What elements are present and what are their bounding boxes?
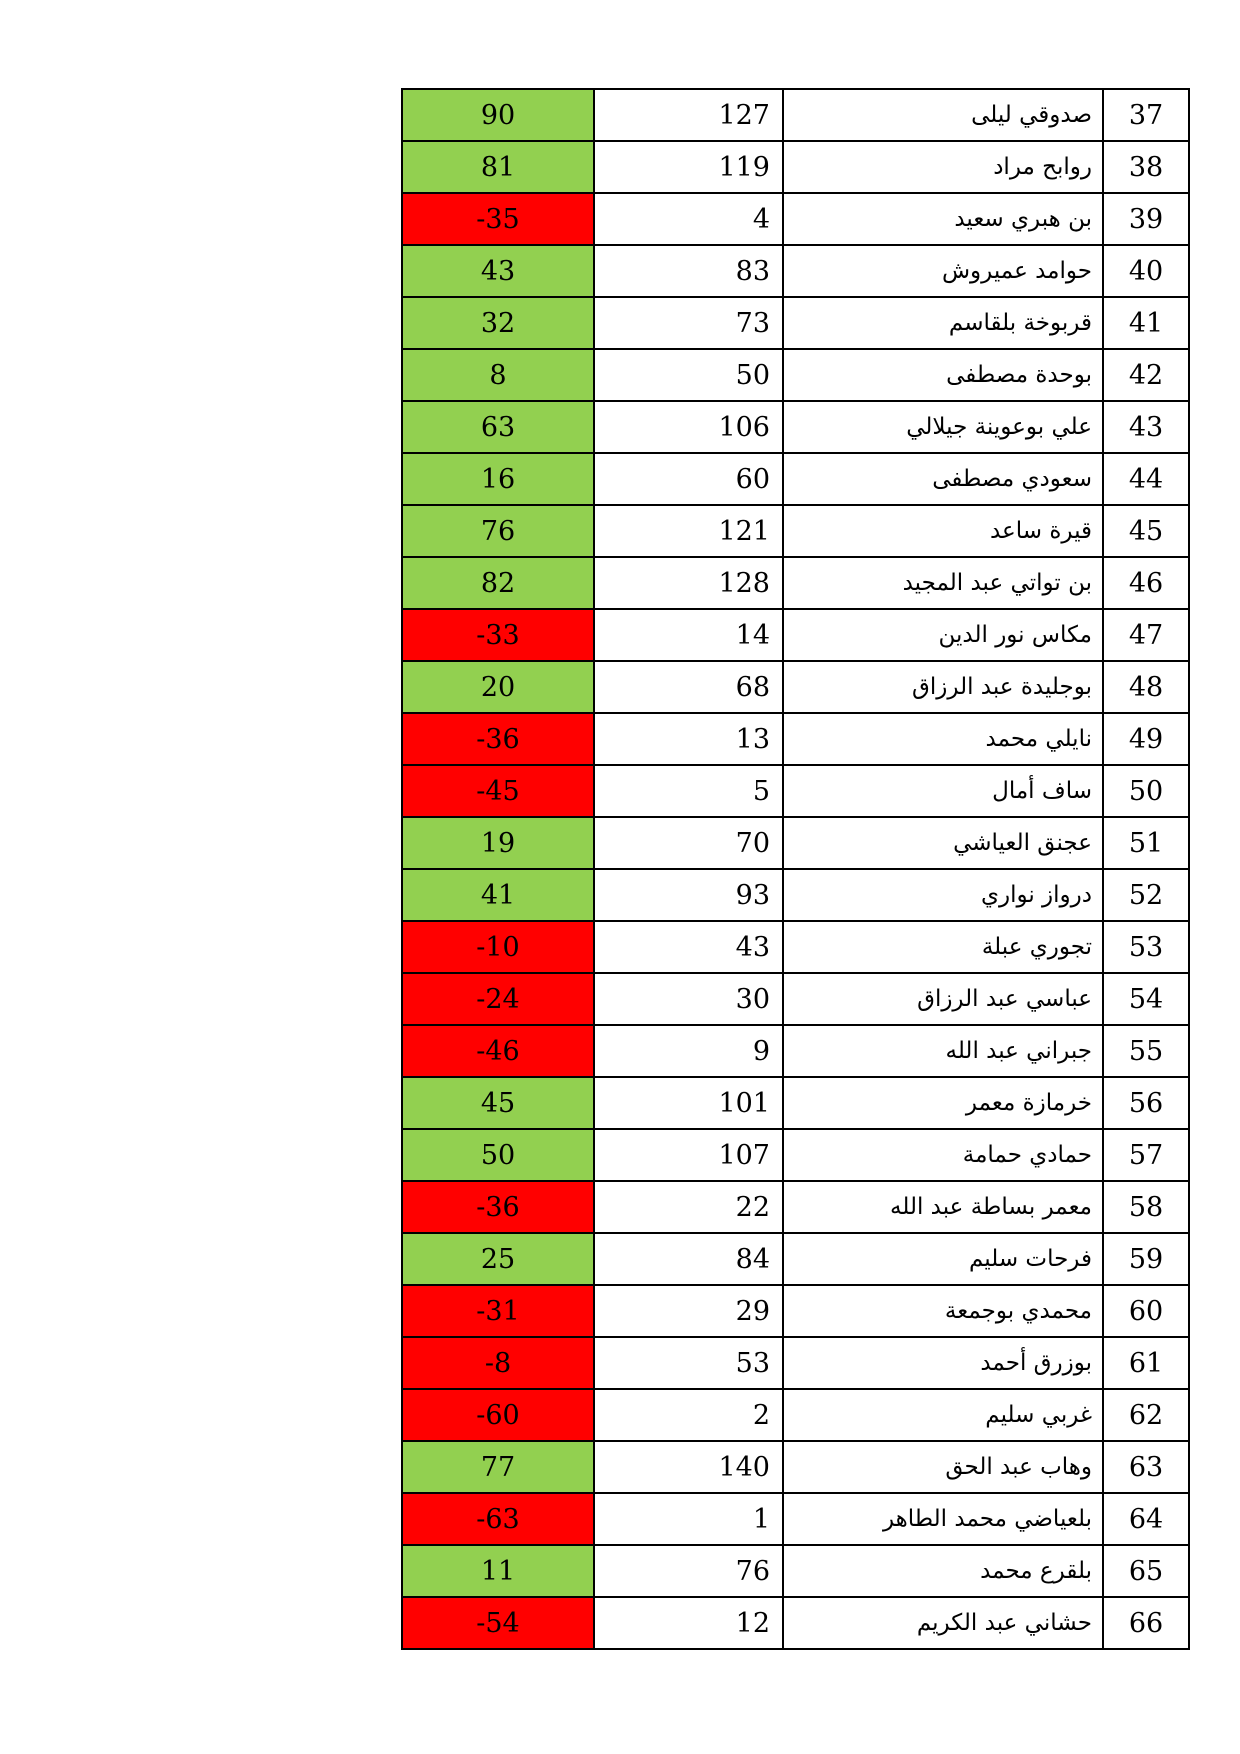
row-number-cell: 65 — [1103, 1545, 1189, 1597]
table-row — [402, 1129, 1189, 1181]
difference-cell: -60 — [402, 1389, 594, 1441]
score-cell: 4 — [594, 193, 783, 245]
name-cell: قيرة ساعد — [783, 505, 1103, 557]
name-cell: وهاب عبد الحق — [783, 1441, 1103, 1493]
score-cell: 101 — [594, 1077, 783, 1129]
difference-cell: 43 — [402, 245, 594, 297]
score-cell: 76 — [594, 1545, 783, 1597]
table-row — [402, 1441, 1189, 1493]
score-cell: 121 — [594, 505, 783, 557]
name-cell: عجنق العياشي — [783, 817, 1103, 869]
name-cell: حوامد عميروش — [783, 245, 1103, 297]
difference-cell: 11 — [402, 1545, 594, 1597]
score-cell: 50 — [594, 349, 783, 401]
name-cell: روابح مراد — [783, 141, 1103, 193]
table-row — [402, 1077, 1189, 1129]
row-number-cell: 54 — [1103, 973, 1189, 1025]
table-row — [402, 713, 1189, 765]
ranking-table — [401, 88, 1190, 1650]
difference-cell: 77 — [402, 1441, 594, 1493]
table-row — [402, 297, 1189, 349]
row-number-cell: 60 — [1103, 1285, 1189, 1337]
score-cell: 1 — [594, 1493, 783, 1545]
name-cell: خرمازة معمر — [783, 1077, 1103, 1129]
difference-cell: 76 — [402, 505, 594, 557]
row-number-cell: 61 — [1103, 1337, 1189, 1389]
name-cell: جبراني عبد الله — [783, 1025, 1103, 1077]
table-row — [402, 1493, 1189, 1545]
table-row — [402, 505, 1189, 557]
row-number-cell: 55 — [1103, 1025, 1189, 1077]
score-cell: 140 — [594, 1441, 783, 1493]
score-cell: 5 — [594, 765, 783, 817]
table-row — [402, 193, 1189, 245]
name-cell: فرحات سليم — [783, 1233, 1103, 1285]
difference-cell: 81 — [402, 141, 594, 193]
table-row — [402, 765, 1189, 817]
table-row — [402, 1545, 1189, 1597]
name-cell: عباسي عبد الرزاق — [783, 973, 1103, 1025]
difference-cell: 41 — [402, 869, 594, 921]
table-row — [402, 1233, 1189, 1285]
score-cell: 70 — [594, 817, 783, 869]
difference-cell: -36 — [402, 713, 594, 765]
score-cell: 22 — [594, 1181, 783, 1233]
score-cell: 107 — [594, 1129, 783, 1181]
table-row — [402, 349, 1189, 401]
score-cell: 93 — [594, 869, 783, 921]
table-row — [402, 453, 1189, 505]
difference-cell: -46 — [402, 1025, 594, 1077]
name-cell: بوحدة مصطفى — [783, 349, 1103, 401]
score-cell: 53 — [594, 1337, 783, 1389]
score-cell: 30 — [594, 973, 783, 1025]
name-cell: غربي سليم — [783, 1389, 1103, 1441]
table-row — [402, 1337, 1189, 1389]
difference-cell: 8 — [402, 349, 594, 401]
row-number-cell: 38 — [1103, 141, 1189, 193]
name-cell: مكاس نور الدين — [783, 609, 1103, 661]
row-number-cell: 46 — [1103, 557, 1189, 609]
table-row — [402, 557, 1189, 609]
name-cell: بن تواتي عبد المجيد — [783, 557, 1103, 609]
score-cell: 12 — [594, 1597, 783, 1649]
row-number-cell: 37 — [1103, 89, 1189, 141]
row-number-cell: 52 — [1103, 869, 1189, 921]
row-number-cell: 56 — [1103, 1077, 1189, 1129]
table-row — [402, 245, 1189, 297]
name-cell: بلعياضي محمد الطاهر — [783, 1493, 1103, 1545]
row-number-cell: 50 — [1103, 765, 1189, 817]
difference-cell: 20 — [402, 661, 594, 713]
difference-cell: -24 — [402, 973, 594, 1025]
score-cell: 60 — [594, 453, 783, 505]
score-cell: 2 — [594, 1389, 783, 1441]
difference-cell: 82 — [402, 557, 594, 609]
score-cell: 9 — [594, 1025, 783, 1077]
difference-cell: 90 — [402, 89, 594, 141]
difference-cell: 63 — [402, 401, 594, 453]
table-row — [402, 1389, 1189, 1441]
name-cell: بلقرع محمد — [783, 1545, 1103, 1597]
score-cell: 68 — [594, 661, 783, 713]
row-number-cell: 49 — [1103, 713, 1189, 765]
row-number-cell: 42 — [1103, 349, 1189, 401]
difference-cell: 19 — [402, 817, 594, 869]
row-number-cell: 53 — [1103, 921, 1189, 973]
score-cell: 43 — [594, 921, 783, 973]
difference-cell: 50 — [402, 1129, 594, 1181]
table-row — [402, 869, 1189, 921]
score-cell: 119 — [594, 141, 783, 193]
difference-cell: -10 — [402, 921, 594, 973]
table-row — [402, 401, 1189, 453]
difference-cell: -35 — [402, 193, 594, 245]
name-cell: صدوقي ليلى — [783, 89, 1103, 141]
score-cell: 106 — [594, 401, 783, 453]
name-cell: بن هبري سعيد — [783, 193, 1103, 245]
table-row — [402, 1285, 1189, 1337]
name-cell: قربوخة بلقاسم — [783, 297, 1103, 349]
difference-cell: -33 — [402, 609, 594, 661]
name-cell: درواز نواري — [783, 869, 1103, 921]
difference-cell: -45 — [402, 765, 594, 817]
score-cell: 128 — [594, 557, 783, 609]
name-cell: ساف أمال — [783, 765, 1103, 817]
row-number-cell: 57 — [1103, 1129, 1189, 1181]
name-cell: نايلي محمد — [783, 713, 1103, 765]
difference-cell: 32 — [402, 297, 594, 349]
row-number-cell: 45 — [1103, 505, 1189, 557]
row-number-cell: 66 — [1103, 1597, 1189, 1649]
table-row — [402, 817, 1189, 869]
table-row — [402, 89, 1189, 141]
score-cell: 127 — [594, 89, 783, 141]
row-number-cell: 43 — [1103, 401, 1189, 453]
row-number-cell: 40 — [1103, 245, 1189, 297]
name-cell: بوزرق أحمد — [783, 1337, 1103, 1389]
row-number-cell: 51 — [1103, 817, 1189, 869]
difference-cell: 45 — [402, 1077, 594, 1129]
score-cell: 83 — [594, 245, 783, 297]
score-cell: 14 — [594, 609, 783, 661]
row-number-cell: 48 — [1103, 661, 1189, 713]
table-row — [402, 973, 1189, 1025]
name-cell: سعودي مصطفى — [783, 453, 1103, 505]
difference-cell: -54 — [402, 1597, 594, 1649]
ranking-table-body — [402, 89, 1189, 1649]
table-row — [402, 609, 1189, 661]
name-cell: علي بوعوينة جيلالي — [783, 401, 1103, 453]
score-cell: 29 — [594, 1285, 783, 1337]
row-number-cell: 64 — [1103, 1493, 1189, 1545]
row-number-cell: 41 — [1103, 297, 1189, 349]
name-cell: محمدي بوجمعة — [783, 1285, 1103, 1337]
difference-cell: -8 — [402, 1337, 594, 1389]
row-number-cell: 58 — [1103, 1181, 1189, 1233]
name-cell: معمر بساطة عبد الله — [783, 1181, 1103, 1233]
table-row — [402, 661, 1189, 713]
difference-cell: 16 — [402, 453, 594, 505]
name-cell: حمادي حمامة — [783, 1129, 1103, 1181]
difference-cell: 25 — [402, 1233, 594, 1285]
score-cell: 73 — [594, 297, 783, 349]
name-cell: حشاني عبد الكريم — [783, 1597, 1103, 1649]
table-row — [402, 1025, 1189, 1077]
row-number-cell: 39 — [1103, 193, 1189, 245]
table-row — [402, 141, 1189, 193]
table-row — [402, 921, 1189, 973]
row-number-cell: 62 — [1103, 1389, 1189, 1441]
table-row — [402, 1597, 1189, 1649]
row-number-cell: 47 — [1103, 609, 1189, 661]
score-cell: 13 — [594, 713, 783, 765]
row-number-cell: 63 — [1103, 1441, 1189, 1493]
score-cell: 84 — [594, 1233, 783, 1285]
name-cell: بوجليدة عبد الرزاق — [783, 661, 1103, 713]
table-row — [402, 1181, 1189, 1233]
row-number-cell: 59 — [1103, 1233, 1189, 1285]
difference-cell: -31 — [402, 1285, 594, 1337]
difference-cell: -36 — [402, 1181, 594, 1233]
name-cell: تجوري عبلة — [783, 921, 1103, 973]
difference-cell: -63 — [402, 1493, 594, 1545]
row-number-cell: 44 — [1103, 453, 1189, 505]
